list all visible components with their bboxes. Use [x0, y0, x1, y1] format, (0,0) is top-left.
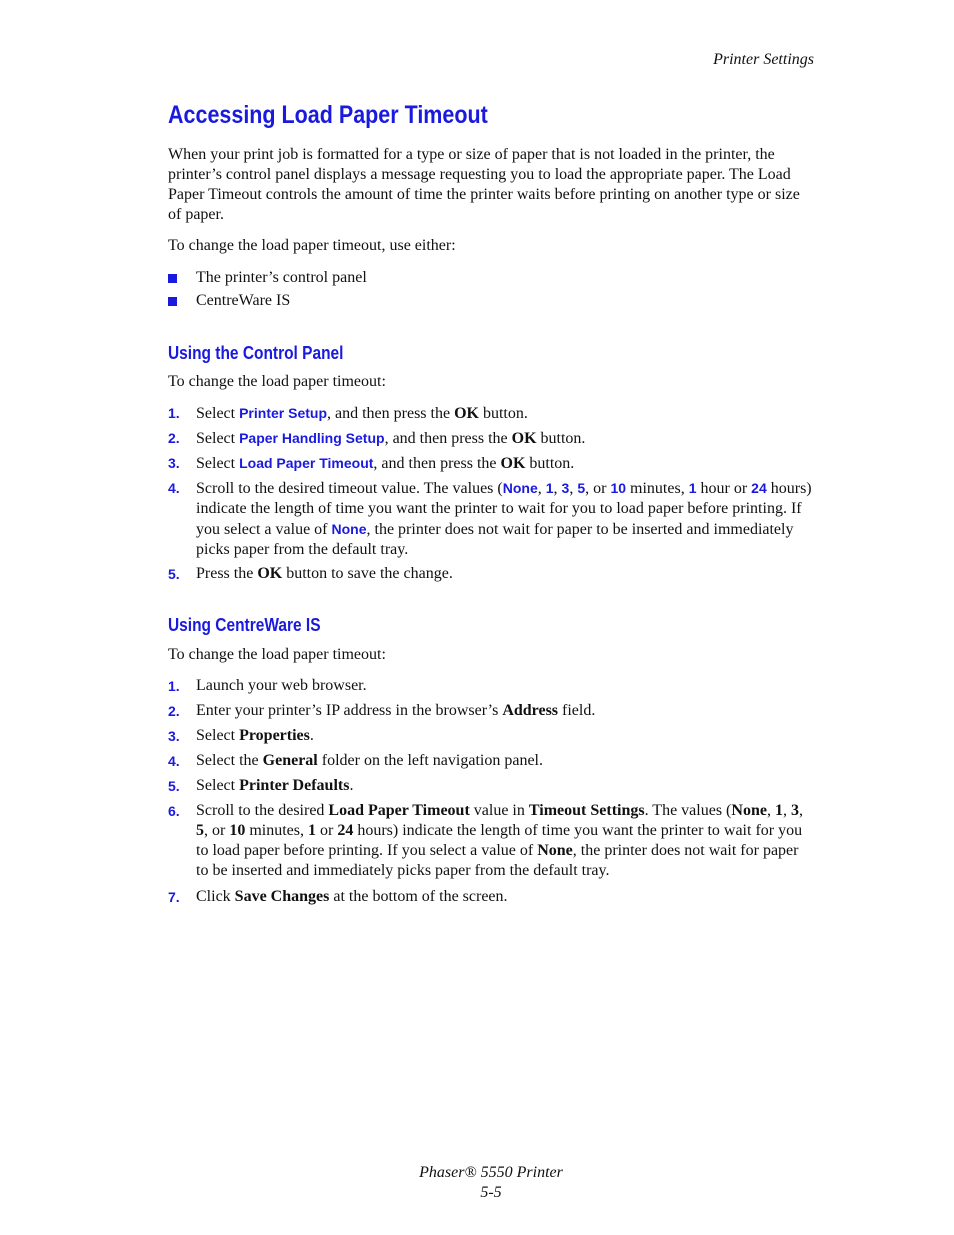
centreware-step: 6. Scroll to the desired Load Paper Timeout value in Timeout Settings. The values (None, 1, 3, 5, or 10 minutes, 1 or 24 hours) indicate the length of time you want the printer to wait for you to load paper before printing. If you select a value of None, the printer does not wait for paper to be inserted and immediately picks paper from the default tray. [168, 802, 803, 879]
ok-button-ref: OK [511, 430, 537, 447]
centreware-step: 3. Select Properties. [168, 727, 314, 744]
ok-button-ref: OK [500, 455, 526, 472]
control-panel-step: 5. Press the OK button to save the change. [168, 565, 453, 582]
control-panel-step: 4. Scroll to the desired timeout value. The values (None, 1, 3, 5, or 10 minutes, 1 hour or 24 hours) indicate the length of time you want the printer to wait for you to load paper before printing. If you select a value of None, the printer does not wait for paper to be inserted and immediately picks paper from the default tray. [168, 480, 812, 558]
centreware-step: 4. Select the General folder on the left navigation panel. [168, 752, 543, 769]
ok-button-ref: OK [257, 565, 283, 582]
square-bullet-icon [168, 274, 177, 283]
centreware-step: 1. Launch your web browser. [168, 677, 367, 694]
control-panel-lead: To change the load paper timeout: [168, 373, 386, 390]
centreware-step: 5. Select Printer Defaults. [168, 777, 354, 794]
ok-button-ref: OK [454, 405, 479, 422]
section-heading-centreware: Using CentreWare IS [168, 615, 321, 635]
section-heading-control-panel: Using the Control Panel [168, 343, 344, 363]
menu-item-ref: Printer Setup [239, 405, 327, 421]
square-bullet-icon [168, 297, 177, 306]
intro-paragraph: When your print job is formatted for a type or size of paper that is not loaded in the printer, the printer’s control panel displays a message requesting you to load the appropriate paper. The Load Paper Timeout controls the amount of time the printer waits before printing on another type or size of paper. [168, 146, 800, 223]
menu-item-ref: Paper Handling Setup [239, 430, 385, 446]
product-name: Phaser® 5550 Printer [419, 1164, 563, 1181]
menu-item-ref: Load Paper Timeout [239, 455, 374, 471]
control-panel-step: 2. Select Paper Handling Setup, and then press the OK button. [168, 430, 586, 447]
centreware-step: 7. Click Save Changes at the bottom of the screen. [168, 888, 508, 905]
control-panel-step: 1. Select Printer Setup, and then press the OK button. [168, 405, 528, 422]
centreware-step: 2. Enter your printer’s IP address in the browser’s Address field. [168, 702, 596, 719]
running-header: Printer Settings [713, 51, 814, 68]
page-footer [0, 1163, 954, 1203]
centreware-lead: To change the load paper timeout: [168, 646, 386, 663]
page-title: Accessing Load Paper Timeout [168, 101, 488, 129]
control-panel-step: 3. Select Load Paper Timeout, and then press the OK button. [168, 455, 575, 472]
change-lead: To change the load paper timeout, use either: [168, 237, 456, 254]
page-number: 5-5 [480, 1184, 502, 1201]
